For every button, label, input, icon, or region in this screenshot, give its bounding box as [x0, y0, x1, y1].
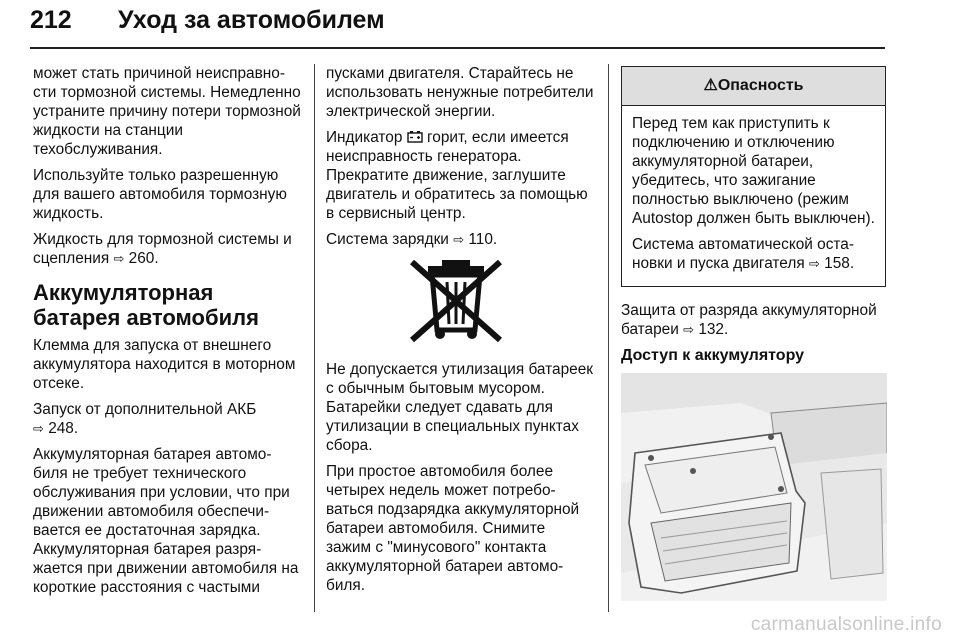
paragraph-text: Система зарядки: [326, 231, 449, 248]
battery-warning-icon: [407, 130, 423, 143]
page-ref-link[interactable]: 260.: [128, 250, 159, 267]
ref-arrow-icon: ⇨: [33, 421, 44, 436]
paragraph: Клемма для запуска от внешнего аккумулятора находится в моторном отсеке.: [33, 337, 296, 392]
page-ref-link[interactable]: 110.: [468, 231, 498, 248]
paragraph: [33, 400, 301, 438]
watermark: carmanualsonline.info: [750, 614, 942, 635]
paragraph: При простое автомобиля более четырех недель может потребоваться подзарядка аккумуляторной батареи автомобиля. Снимите зажим с "минусового" контакта аккумуляторной батареи автомобиля.: [326, 463, 580, 594]
paragraph-text: Запуск от дополнительной АКБ: [33, 401, 257, 418]
paragraph-text: Защита от разряда аккумуляторной батареи: [621, 302, 877, 338]
ref-arrow-icon: ⇨: [453, 232, 465, 247]
section-heading: Доступ к аккумулятору: [621, 347, 805, 364]
header-rule: [30, 47, 885, 49]
section-heading: Аккумуляторная батарея автомобиля: [33, 280, 259, 330]
paragraph: [621, 301, 887, 339]
warning-header: [622, 67, 885, 106]
ref-arrow-icon: ⇨: [808, 256, 820, 271]
paragraph-text: Система автоматической остановки и пуска двигателя: [632, 236, 854, 272]
paragraph-text: горит, если имеется неисправность генератора. Прекратите движение, заглушите двигатель и обратитесь за помощью в сервисный центр.: [326, 129, 588, 222]
warning-title: Опасность: [717, 77, 804, 94]
page-header: [30, 6, 885, 50]
page-number: 212: [30, 6, 72, 34]
paragraph: пусками двигателя. Старайтесь не использовать ненужные потребители электрической энергии.: [326, 65, 594, 120]
page-ref-link[interactable]: 132.: [698, 321, 729, 338]
battery-access-illustration: [621, 373, 887, 601]
paragraph-text: Жидкость для тормозной системы и сцепления: [33, 231, 292, 267]
paragraph: Не допускается утилизация батареек с обычным бытовым мусором. Батарейки следует сдавать для утилизации в специальных пунктах сбора.: [326, 361, 593, 454]
page-title: Уход за автомобилем: [118, 6, 385, 34]
column-middle: [326, 64, 594, 602]
paragraph: Используйте только разрешенную для вашего автомобиля тормозную жидкость.: [33, 167, 287, 222]
ref-arrow-icon: ⇨: [113, 251, 125, 266]
column-divider: [608, 64, 609, 612]
warning-box: [621, 66, 886, 287]
paragraph: Аккумуляторная батарея автомобиля не требует технического обслуживания при условии, что при движении автомобиля обеспечивается ее достаточная зарядка. Аккумуляторная батарея разряжается при движении автомобиля на короткие расстояния с частыми: [33, 446, 299, 596]
paragraph: [33, 230, 301, 268]
page-ref-link[interactable]: 158.: [824, 255, 855, 272]
column-right: [621, 64, 887, 601]
paragraph-text: Индикатор: [326, 129, 403, 146]
paragraph: [326, 128, 594, 223]
warning-body: [622, 106, 885, 286]
paragraph: [632, 235, 875, 273]
warning-icon: ⚠: [703, 77, 718, 94]
column-left: [33, 64, 301, 604]
paragraph: [326, 230, 594, 249]
paragraph: Перед тем как приступить к подключению и отключению аккумуляторной батареи, убедитесь, что зажигание полностью выключено (режим Autostop должен быть выключен).: [632, 115, 875, 227]
page-ref-link[interactable]: 248.: [48, 420, 79, 437]
ref-arrow-icon: ⇨: [683, 322, 695, 337]
column-divider: [314, 64, 315, 612]
paragraph: может стать причиной неисправности тормозной системы. Немедленно устраните причину потери тормозной жидкости на станции техобслуживания.: [33, 65, 301, 158]
crossed-out-bin-icon: [404, 256, 508, 348]
